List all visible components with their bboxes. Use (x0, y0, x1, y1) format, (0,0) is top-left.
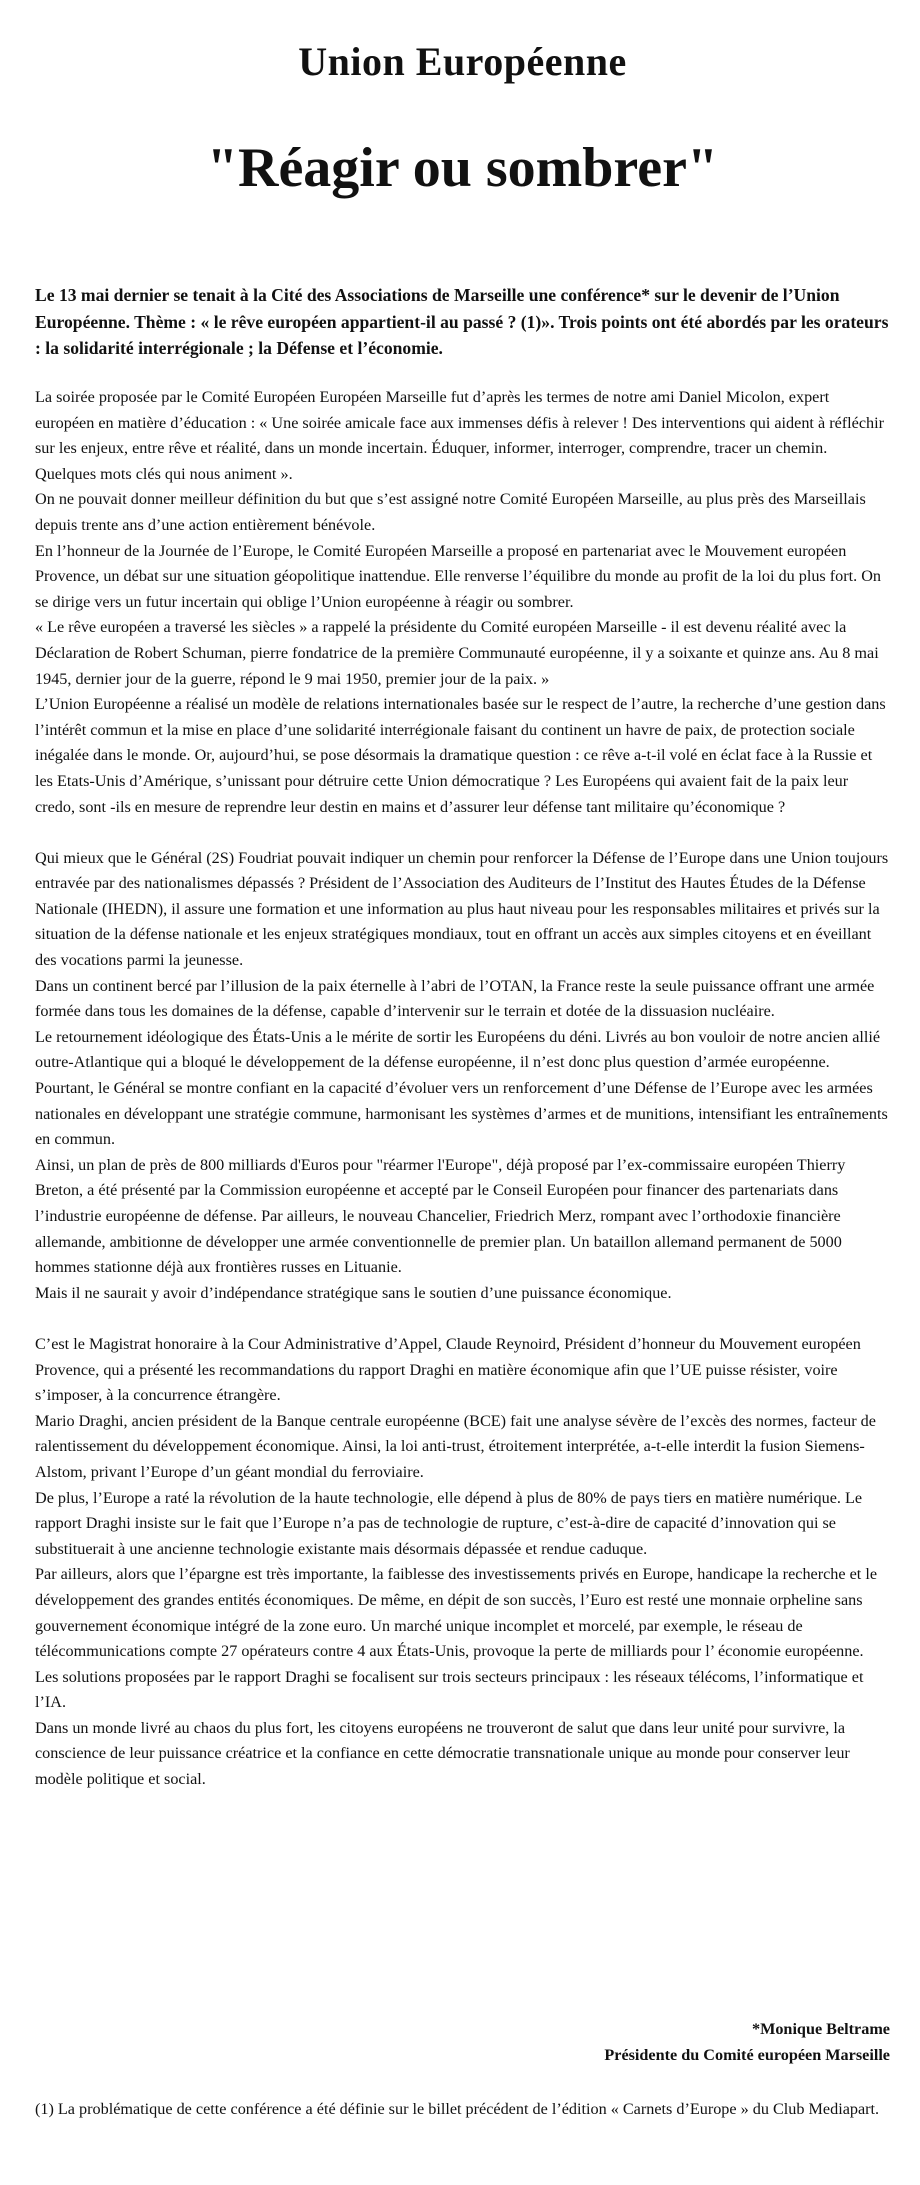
author-role: Présidente du Comité européen Marseille (604, 2045, 890, 2064)
body-paragraph: Le retournement idéologique des États-Unis a le mérite de sortir les Européens du déni. Livrés au bon vouloir de notre ancien allié outre-Atlantique qui a bloqué le développement de la défense européenne, il n’est donc plus question d’armée européenne. Pourtant, le Général se montre confiant en la capacité d’évoluer vers un renforcement d’une Défense de l’Europe avec les armées nationales en développant une stratégie commune, harmonisant les systèmes d’armes et de munitions, intensifiant les entraînements en commun. (35, 1027, 888, 1149)
body-paragraph: Dans un continent bercé par l’illusion de la paix éternelle à l’abri de l’OTAN, la France reste la seule puissance offrant une armée formée dans tous les domaines de la défense, capable d’intervenir sur le terrain et dotée de la dissuasion nucléaire. (35, 976, 875, 1021)
body-paragraph: Mais il ne saurait y avoir d’indépendance stratégique sans le soutien d’une puissance économique. (35, 1283, 672, 1302)
body-paragraph: « Le rêve européen a traversé les siècles » a rappelé la présidente du Comité européen Marseille - il est devenu réalité avec la Déclaration de Robert Schuman, pierre fondatrice de la première Communauté européenne, il y a soixante et quinze ans. Au 8 mai 1945, dernier jour de la guerre, répond le 9 mai 1950, premier jour de la paix. » (35, 618, 879, 688)
body-paragraph: L’Union Européenne a réalisé un modèle de relations internationales basée sur le respect de l’autre, la recherche d’une gestion dans l’intérêt commun et la mise en place d’une solidarité interrégionale faisant du continent un havre de paix, de protection sociale inégalée dans le monde. Or, aujourd’hui, se pose désormais la dramatique question : ce rêve a-t-il volé en éclat face à la Russie et les Etats-Unis d’Amérique, s’unissant pour détruire cette Union démocratique ? Les Européens qui avaient fait de la paix leur credo, sont -ils en mesure de reprendre leur destin en mains et d’assurer leur défense tant militaire qu’économique ? (35, 695, 886, 816)
author-signature (604, 2017, 890, 2068)
body-paragraph: La soirée proposée par le Comité Européen Européen Marseille fut d’après les termes de notre ami Daniel Micolon, expert européen en matière d’éducation : « Une soirée amicale face aux immenses défis à relever ! Des interventions qui aident à réfléchir sur les enjeux, entre rêve et réalité, dans un monde incertain. Éduquer, informer, interroger, comprendre, tracer un chemin. Quelques mots clés qui nous animent ». (35, 388, 885, 483)
body-paragraph: Mario Draghi, ancien président de la Banque centrale européenne (BCE) fait une analyse sévère de l’excès des normes, facteur de ralentissement du développement économique. Ainsi, la loi anti-trust, étroitement interprétée, a-t-elle interdit la fusion Siemens-Alstom, privant l’Europe d’un géant mondial du ferroviaire. (35, 1411, 876, 1481)
footnote: (1) La problématique de cette conférence a été définie sur le billet précédent de l’édition « Carnets d’Europe » du Club Mediapart. (35, 2100, 880, 2118)
body-paragraph: De plus, l’Europe a raté la révolution de la haute technologie, elle dépend à plus de 80% de pays tiers en matière numérique. Le rapport Draghi insiste sur le fait que l’Europe n’a pas de technologie de rupture, c’est-à-dire de capacité d’innovation qui se substituerait à une ancienne technologie existante mais désormais dépassée et rendue caduque. (35, 1488, 863, 1558)
article-lead: Le 13 mai dernier se tenait à la Cité des Associations de Marseille une conférence* sur le devenir de l’Union Européenne. Thème : « le rêve européen appartient-il au passé ? (1)». Trois points ont été abordés par les orateurs : la solidarité interrégionale ; la Défense et l’économie. (35, 285, 889, 358)
article-headline: "Réagir ou sombrer" (206, 137, 719, 199)
body-paragraph: Qui mieux que le Général (2S) Foudriat pouvait indiquer un chemin pour renforcer la Défense de l’Europe dans une Union toujours entravée par des nationalismes dépassés ? Président de l’Association des Auditeurs de l’Institut des Hautes Études de la Défense Nationale (IHEDN), il assure une formation et une information au plus haut niveau pour les responsables militaires et privés sur la situation de la défense nationale et les enjeux stratégiques mondiaux, tout en offrant un accès aux simples citoyens et en éveillant des vocations parmi la jeunesse. (35, 848, 889, 970)
body-paragraph: C’est le Magistrat honoraire à la Cour Administrative d’Appel, Claude Reynoird, Président d’honneur du Mouvement européen Provence, qui a présenté les recommandations du rapport Draghi en matière économique afin que l’UE puisse résister, voire s’imposer, à la concurrence étrangère. (35, 1334, 861, 1405)
body-paragraph: Dans un monde livré au chaos du plus fort, les citoyens européens ne trouveront de salut que dans leur unité pour survivre, la conscience de leur puissance créatrice et la confiance en cette démocratie transnationale unique au monde pour conserver leur modèle politique et social. (35, 1718, 850, 1789)
section-spacer (35, 1306, 890, 1332)
author-name: *Monique Beltrame (751, 2020, 890, 2038)
article-kicker: Union Européenne (298, 39, 627, 84)
article-body (35, 385, 890, 1793)
body-paragraph: Ainsi, un plan de près de 800 milliards d'Euros pour "réarmer l'Europe", déjà proposé par l’ex-commissaire européen Thierry Breton, a été présenté par la Commission européenne et accepté par le Conseil Européen pour financer des partenariats dans l’industrie européenne de défense. Par ailleurs, le nouveau Chancelier, Friedrich Merz, rompant avec l’orthodoxie financière allemande, ambitionne de développer une armée conventionnelle de premier plan. Un bataillon allemand permanent de 5000 hommes stationne déjà aux frontières russes en Lituanie. (35, 1155, 846, 1277)
body-paragraph: On ne pouvait donner meilleur définition du but que s’est assigné notre Comité Européen Marseille, au plus près des Marseillais depuis trente ans d’une action entièrement bénévole. (35, 490, 866, 534)
section-spacer (35, 820, 890, 846)
body-paragraph: Les solutions proposées par le rapport Draghi se focalisent sur trois secteurs principaux : les réseaux télécoms, l’informatique et l’IA. (35, 1667, 864, 1712)
body-paragraph: En l’honneur de la Journée de l’Europe, le Comité Européen Marseille a proposé en partenariat avec le Mouvement européen Provence, un débat sur une situation géopolitique inattendue. Elle renverse l’équilibre du monde au profit de la loi du plus fort. On se dirige vers un futur incertain qui oblige l’Union européenne à réagir ou sombrer. (35, 541, 882, 611)
body-paragraph: Par ailleurs, alors que l’épargne est très importante, la faiblesse des investissements privés en Europe, handicape la recherche et le développement des grandes entités économiques. De même, en dépit de son succès, l’Euro est resté une monnaie orpheline sans gouvernement économique intégré de la zone euro. Un marché unique incomplet et morcelé, par exemple, le réseau de télécommunications compte 27 opérateurs contre 4 aux États-Unis, provoque la perte de milliards pour l’ économie européenne. (35, 1565, 878, 1661)
